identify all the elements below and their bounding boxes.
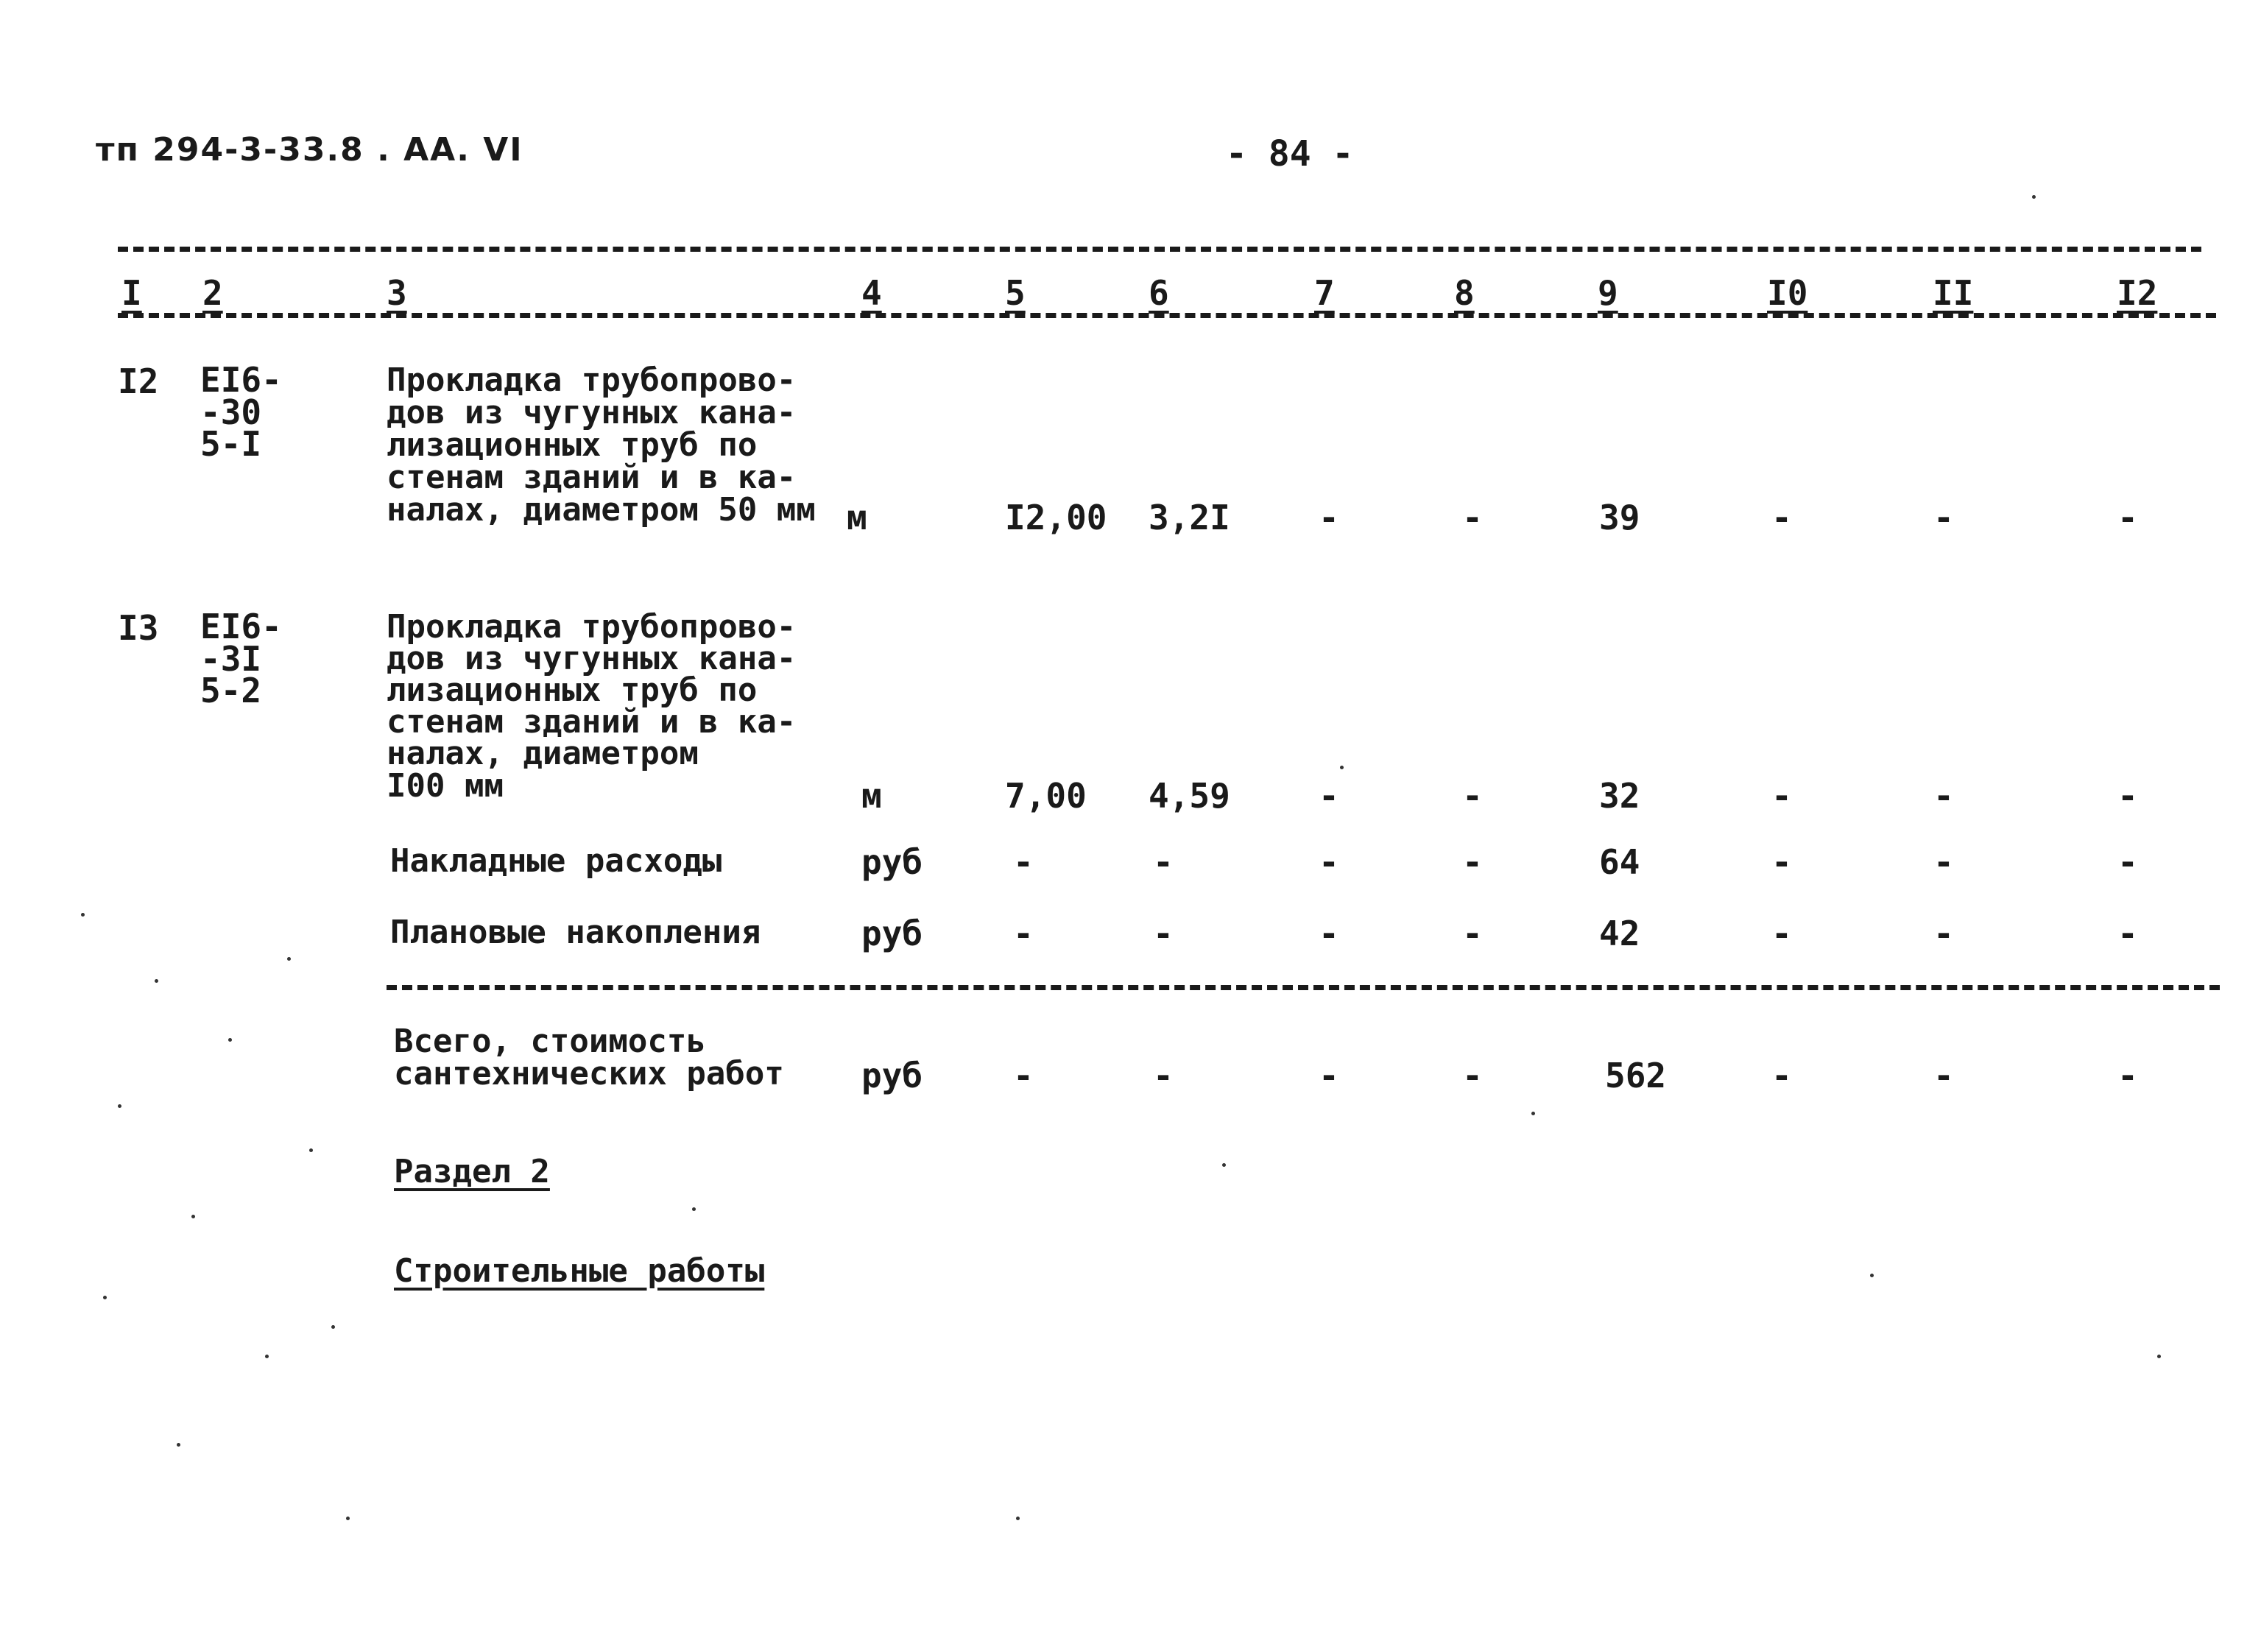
row-col11: - — [1933, 776, 1954, 816]
row-col12: - — [2117, 914, 2138, 953]
column-header-11: II — [1933, 273, 1974, 313]
total-col7: - — [1319, 1056, 1339, 1095]
row-col11: - — [1933, 842, 1954, 882]
row-col10: - — [1771, 498, 1792, 537]
row-code: EI6- -30 5-I — [200, 360, 282, 465]
row-qty: 7,00 — [1005, 776, 1087, 816]
column-header-10: I0 — [1767, 273, 1808, 313]
row-description: Прокладка трубопрово- дов из чугунных кана- лизационных труб по стенам зданий и в ка- налах, диаметром I00 мм — [387, 608, 797, 805]
row-col11: - — [1933, 498, 1954, 537]
total-col11: - — [1933, 1056, 1954, 1095]
document-code: тп 294-3-33.8 . АА. VI — [96, 131, 523, 169]
total-description: Всего, стоимость сантехнических работ — [394, 1023, 784, 1092]
row-col8: - — [1462, 842, 1483, 882]
column-header-8: 8 — [1454, 273, 1475, 313]
page-number: - 84 - — [1226, 133, 1354, 174]
row-number: I3 — [118, 608, 159, 648]
row-col8: - — [1462, 776, 1483, 816]
column-header-1: I — [121, 273, 142, 313]
row-price: 3,2I — [1149, 498, 1230, 537]
row-unit: руб — [861, 914, 923, 953]
row-col11: - — [1933, 914, 1954, 953]
total-unit: руб — [861, 1056, 923, 1095]
row-col9: 32 — [1599, 776, 1640, 816]
column-header-12: I2 — [2117, 273, 2158, 313]
total-col8: - — [1462, 1056, 1483, 1095]
header-bottom-rule — [118, 313, 2216, 318]
row-unit: м — [847, 498, 867, 537]
section-title: Раздел 2 — [394, 1153, 550, 1190]
row-qty: - — [1013, 842, 1034, 882]
column-header-4: 4 — [861, 273, 882, 313]
row-qty: - — [1013, 914, 1034, 953]
column-header-3: 3 — [387, 273, 407, 313]
total-col12: - — [2117, 1056, 2138, 1095]
column-header-9: 9 — [1598, 273, 1618, 313]
row-description: Накладные расходы — [390, 842, 722, 880]
column-header-5: 5 — [1005, 273, 1026, 313]
row-unit: м — [861, 776, 882, 816]
total-col5: - — [1013, 1056, 1034, 1095]
row-description: Плановые накопления — [390, 914, 761, 951]
subtotal-rule — [387, 985, 2220, 990]
row-unit: руб — [861, 842, 923, 882]
row-col10: - — [1771, 776, 1792, 816]
row-code: EI6- -3I 5-2 — [200, 607, 282, 711]
row-price: - — [1153, 842, 1174, 882]
total-col10: - — [1771, 1056, 1792, 1095]
row-col8: - — [1462, 498, 1483, 537]
row-col7: - — [1319, 914, 1339, 953]
row-col9: 42 — [1599, 914, 1640, 953]
row-col7: - — [1319, 776, 1339, 816]
row-number: I2 — [118, 361, 159, 401]
row-col9: 64 — [1599, 842, 1640, 882]
table-top-rule — [118, 247, 2201, 252]
row-col9: 39 — [1599, 498, 1640, 537]
total-amount: 562 — [1605, 1056, 1667, 1095]
row-col7: - — [1319, 842, 1339, 882]
total-col6: - — [1153, 1056, 1174, 1095]
row-col12: - — [2117, 842, 2138, 882]
row-col12: - — [2117, 498, 2138, 537]
row-qty: I2,00 — [1005, 498, 1107, 537]
row-price: - — [1153, 914, 1174, 953]
column-header-6: 6 — [1149, 273, 1169, 313]
row-col7: - — [1319, 498, 1339, 537]
row-col10: - — [1771, 914, 1792, 953]
row-col10: - — [1771, 842, 1792, 882]
column-header-7: 7 — [1314, 273, 1335, 313]
row-col8: - — [1462, 914, 1483, 953]
column-header-2: 2 — [202, 273, 223, 313]
row-col12: - — [2117, 776, 2138, 816]
row-price: 4,59 — [1149, 776, 1230, 816]
section-subtitle: Строительные работы — [394, 1252, 765, 1290]
row-description: Прокладка трубопрово- дов из чугунных кана- лизационных труб по стенам зданий и в ка- налах, диаметром 50 мм — [387, 361, 816, 529]
